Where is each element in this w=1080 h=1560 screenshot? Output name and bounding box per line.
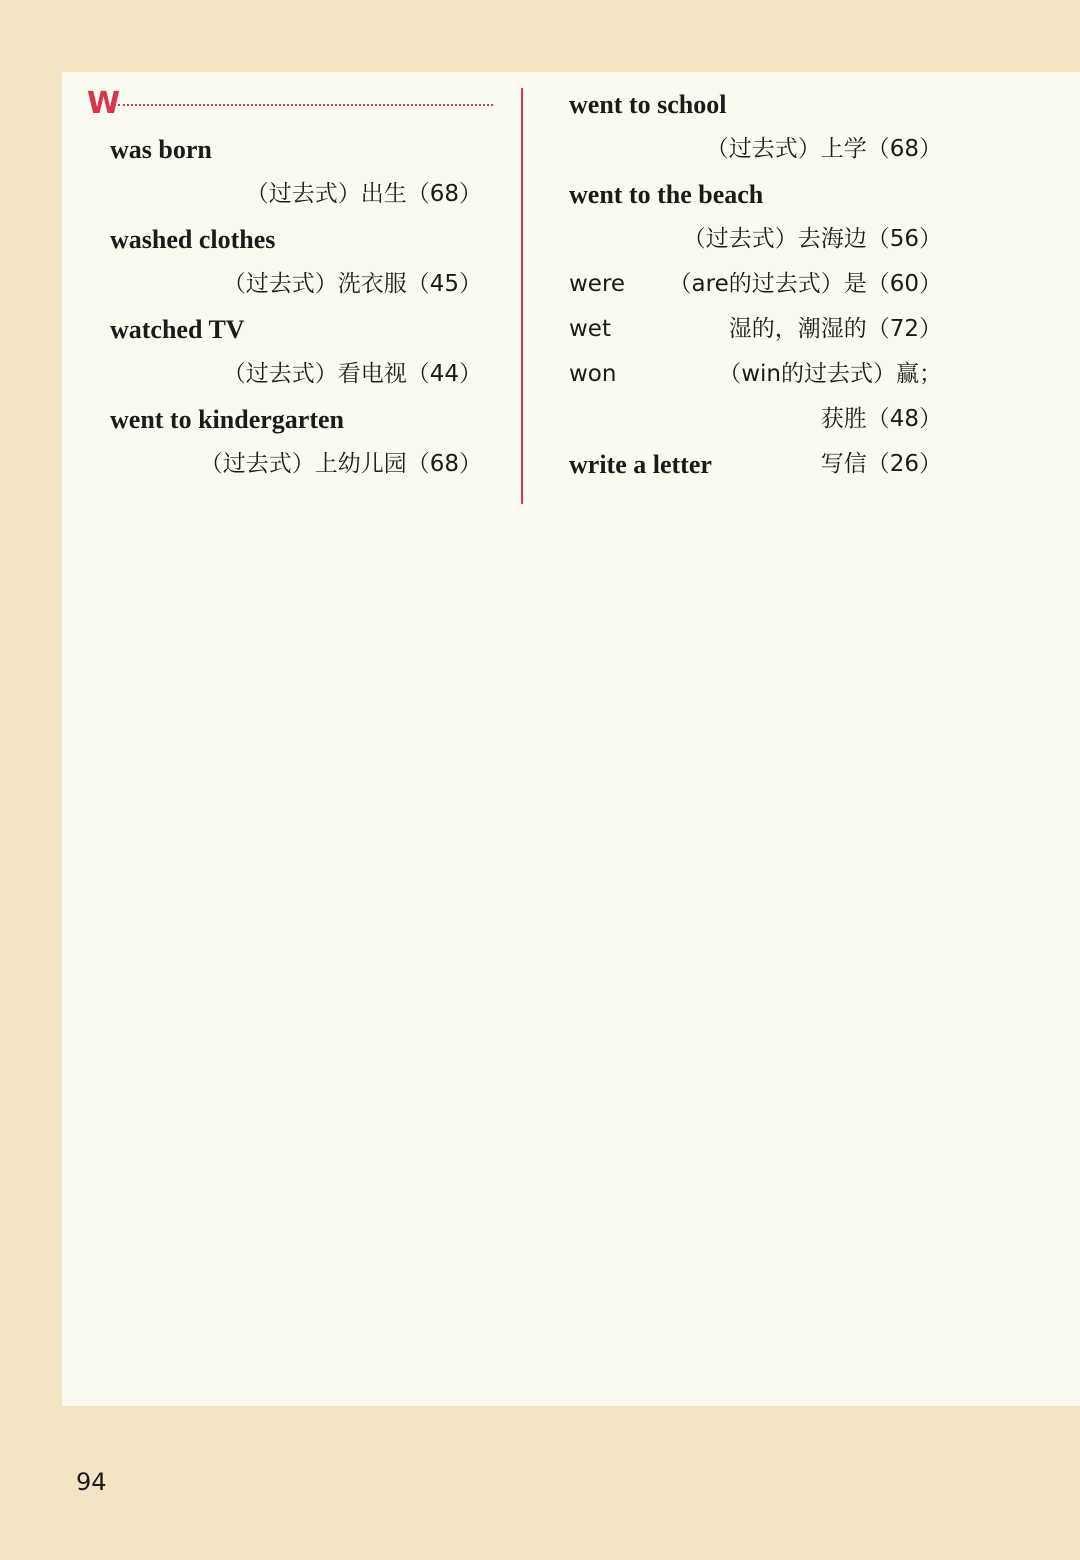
entry-term: won (569, 361, 617, 387)
entry-term: was born (110, 135, 212, 164)
entry-term: went to school (569, 90, 727, 119)
entry-term: write a letter (569, 450, 712, 479)
entry-term: went to kindergarten (110, 405, 344, 434)
entry-meaning: （过去式）去海边（56） (682, 226, 942, 252)
entry-term: watched TV (110, 315, 245, 344)
entry-term: washed clothes (110, 225, 276, 254)
page-number: 94 (76, 1468, 107, 1496)
entry-meaning-continued: 获胜（48） (820, 406, 942, 432)
section-letter: W (87, 86, 121, 121)
entry-meaning: （win的过去式）赢； (718, 361, 942, 387)
entry-term: were (569, 271, 626, 297)
section-dotted-rule (118, 104, 493, 106)
entry-term: went to the beach (569, 180, 764, 209)
entry-meaning: （过去式）洗衣服（45） (222, 271, 482, 297)
entry-meaning: （are的过去式）是（60） (668, 271, 942, 297)
entry-meaning: （过去式）上学（68） (705, 136, 942, 162)
entry-meaning: （过去式）出生（68） (245, 181, 482, 207)
entry-meaning: 湿的，潮湿的（72） (728, 316, 942, 342)
entry-meaning: （过去式）上幼儿园（68） (199, 451, 482, 477)
column-divider (521, 88, 523, 504)
entry-meaning: 写信（26） (820, 451, 942, 477)
entry-term: wet (569, 316, 611, 342)
entry-meaning: （过去式）看电视（44） (222, 361, 482, 387)
